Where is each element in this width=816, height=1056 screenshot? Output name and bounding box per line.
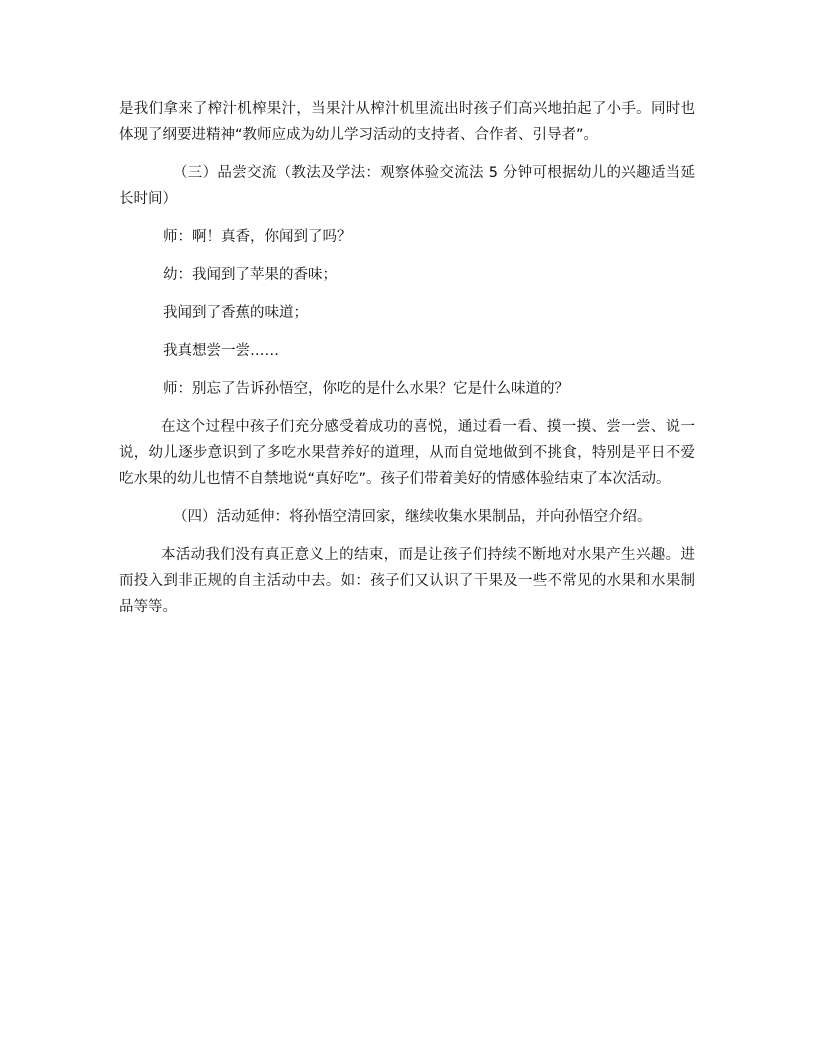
dialogue-teacher-smell: 师：啊！真香，你闻到了吗？	[163, 229, 352, 245]
dialogue-child-banana: 我闻到了香蕉的味道；	[163, 305, 308, 321]
heading-activity-extension: （四）活动延伸：将孙悟空清回家，继续收集水果制品，并向孙悟空介绍。	[173, 509, 652, 525]
dialogue-teacher-tell: 师：别忘了告诉孙悟空，你吃的是什么水果？它是什么味道的？	[163, 381, 569, 397]
paragraph-juicer: 是我们拿来了榨汁机榨果汁，当果汁从榨汁机里流出时孩子们高兴地拍起了小手。同时也体现了纲要进精神“教师应成为幼儿学习活动的支持者、合作者、引导者”。	[119, 101, 695, 143]
document-body	[119, 96, 695, 620]
dialogue-child-taste: 我真想尝一尝……	[163, 343, 279, 359]
heading-tasting-exchange: （三）品尝交流（教法及学法：观察体验交流法 5 分钟可根据幼儿的兴趣适当延长时间）	[119, 165, 695, 207]
dialogue-child-apple: 幼：我闻到了苹果的香味；	[163, 267, 337, 283]
paragraph-process-summary: 在这个过程中孩子们充分感受着成功的喜悦，通过看一看、摸一摸、尝一尝、说一说，幼儿逐步意识到了多吃水果营养好的道理，从而自觉地做到不挑食，特别是平日不爱吃水果的幼儿也情不自禁地说“真好吃”。孩子们带着美好的情感体验结束了本次活动。	[119, 419, 695, 487]
paragraph-conclusion: 本活动我们没有真正意义上的结束，而是让孩子们持续不断地对水果产生兴趣。进而投入到非正规的自主活动中去。如：孩子们又认识了干果及一些不常见的水果和水果制品等等。	[119, 547, 695, 615]
